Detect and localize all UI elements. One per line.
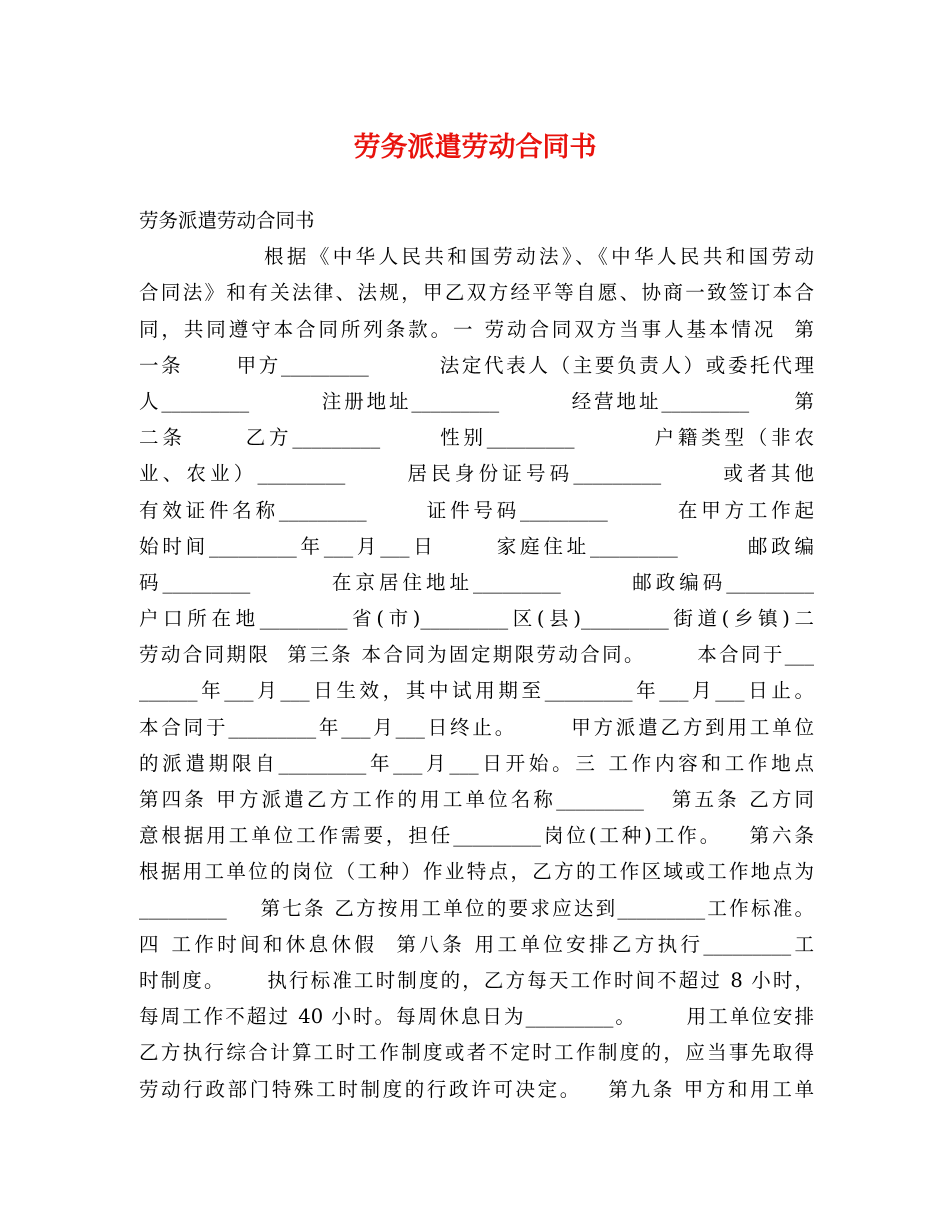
document-body (139, 203, 814, 1108)
body-line: 合同法》和有关法律、法规，甲乙双方经平等自愿、协商一致签订本合 (139, 281, 814, 305)
document-title: 劳务派遣劳动合同书 (353, 132, 597, 163)
body-line: 劳动合同期限 第三条 本合同为固定期限劳动合同。 本合同于___ (139, 643, 814, 667)
body-line: 本合同于_________年___月___日终止。 甲方派遣乙方到用工单位 (139, 715, 814, 739)
body-line: 第四条 甲方派遣乙方工作的用工单位名称_________ 第五条 乙方同 (139, 788, 814, 811)
body-line: _________ 第七条 乙方按用工单位的要求应达到_________工作标准。 (139, 896, 814, 920)
body-line: 一条 甲方_________ 法定代表人（主要负责人）或委托代理 (139, 353, 814, 377)
body-line: 根据《中华人民共和国劳动法》、《中华人民共和国劳动 (139, 245, 814, 269)
body-line: 同，共同遵守本合同所列条款。一 劳动合同双方当事人基本情况 第 (139, 317, 814, 341)
body-line: 人_________ 注册地址_________ 经营地址_________ 第 (139, 389, 814, 413)
body-line: 乙方执行综合计算工时工作制度或者不定时工作制度的，应当事先取得 (139, 1041, 814, 1065)
body-line: 户口所在地_________省(市)_________区(县)_________街道(乡镇)二 (139, 607, 814, 631)
body-line: 四 工作时间和休息休假 第八条 用工单位安排乙方执行_________工 (139, 932, 814, 956)
body-line: ______年___月___日生效，其中试用期至_________年___月___日止。 (139, 679, 814, 703)
body-line: 劳务派遣劳动合同书 (139, 209, 315, 232)
body-line: 码_________ 在京居住地址_________ 邮政编码_________ (139, 570, 814, 594)
body-line: 意根据用工单位工作需要，担任_________岗位(工种)工作。 第六条 (139, 824, 814, 848)
body-line: 根据用工单位的岗位（工种）作业特点，乙方的工作区域或工作地点为 (139, 860, 814, 884)
body-line: 有效证件名称_________ 证件号码_________ 在甲方工作起 (139, 498, 814, 522)
body-line: 时制度。 执行标准工时制度的，乙方每天工作时间不超过 8 小时， (139, 968, 814, 992)
body-line: 的派遣期限自_________年___月___日开始。三 工作内容和工作地点 (139, 751, 814, 775)
body-line: 劳动行政部门特殊工时制度的行政许可决定。 第九条 甲方和用工单 (139, 1077, 814, 1101)
body-line: 二条 乙方_________ 性别_________ 户籍类型（非农 (139, 426, 814, 450)
body-line: 每周工作不超过 40 小时。每周休息日为_________。 用工单位安排 (139, 1005, 814, 1029)
body-line: 始时间_________年___月___日 家庭住址_________ 邮政编 (139, 534, 814, 558)
body-line: 业、农业）_________ 居民身份证号码_________ 或者其他 (139, 462, 814, 486)
